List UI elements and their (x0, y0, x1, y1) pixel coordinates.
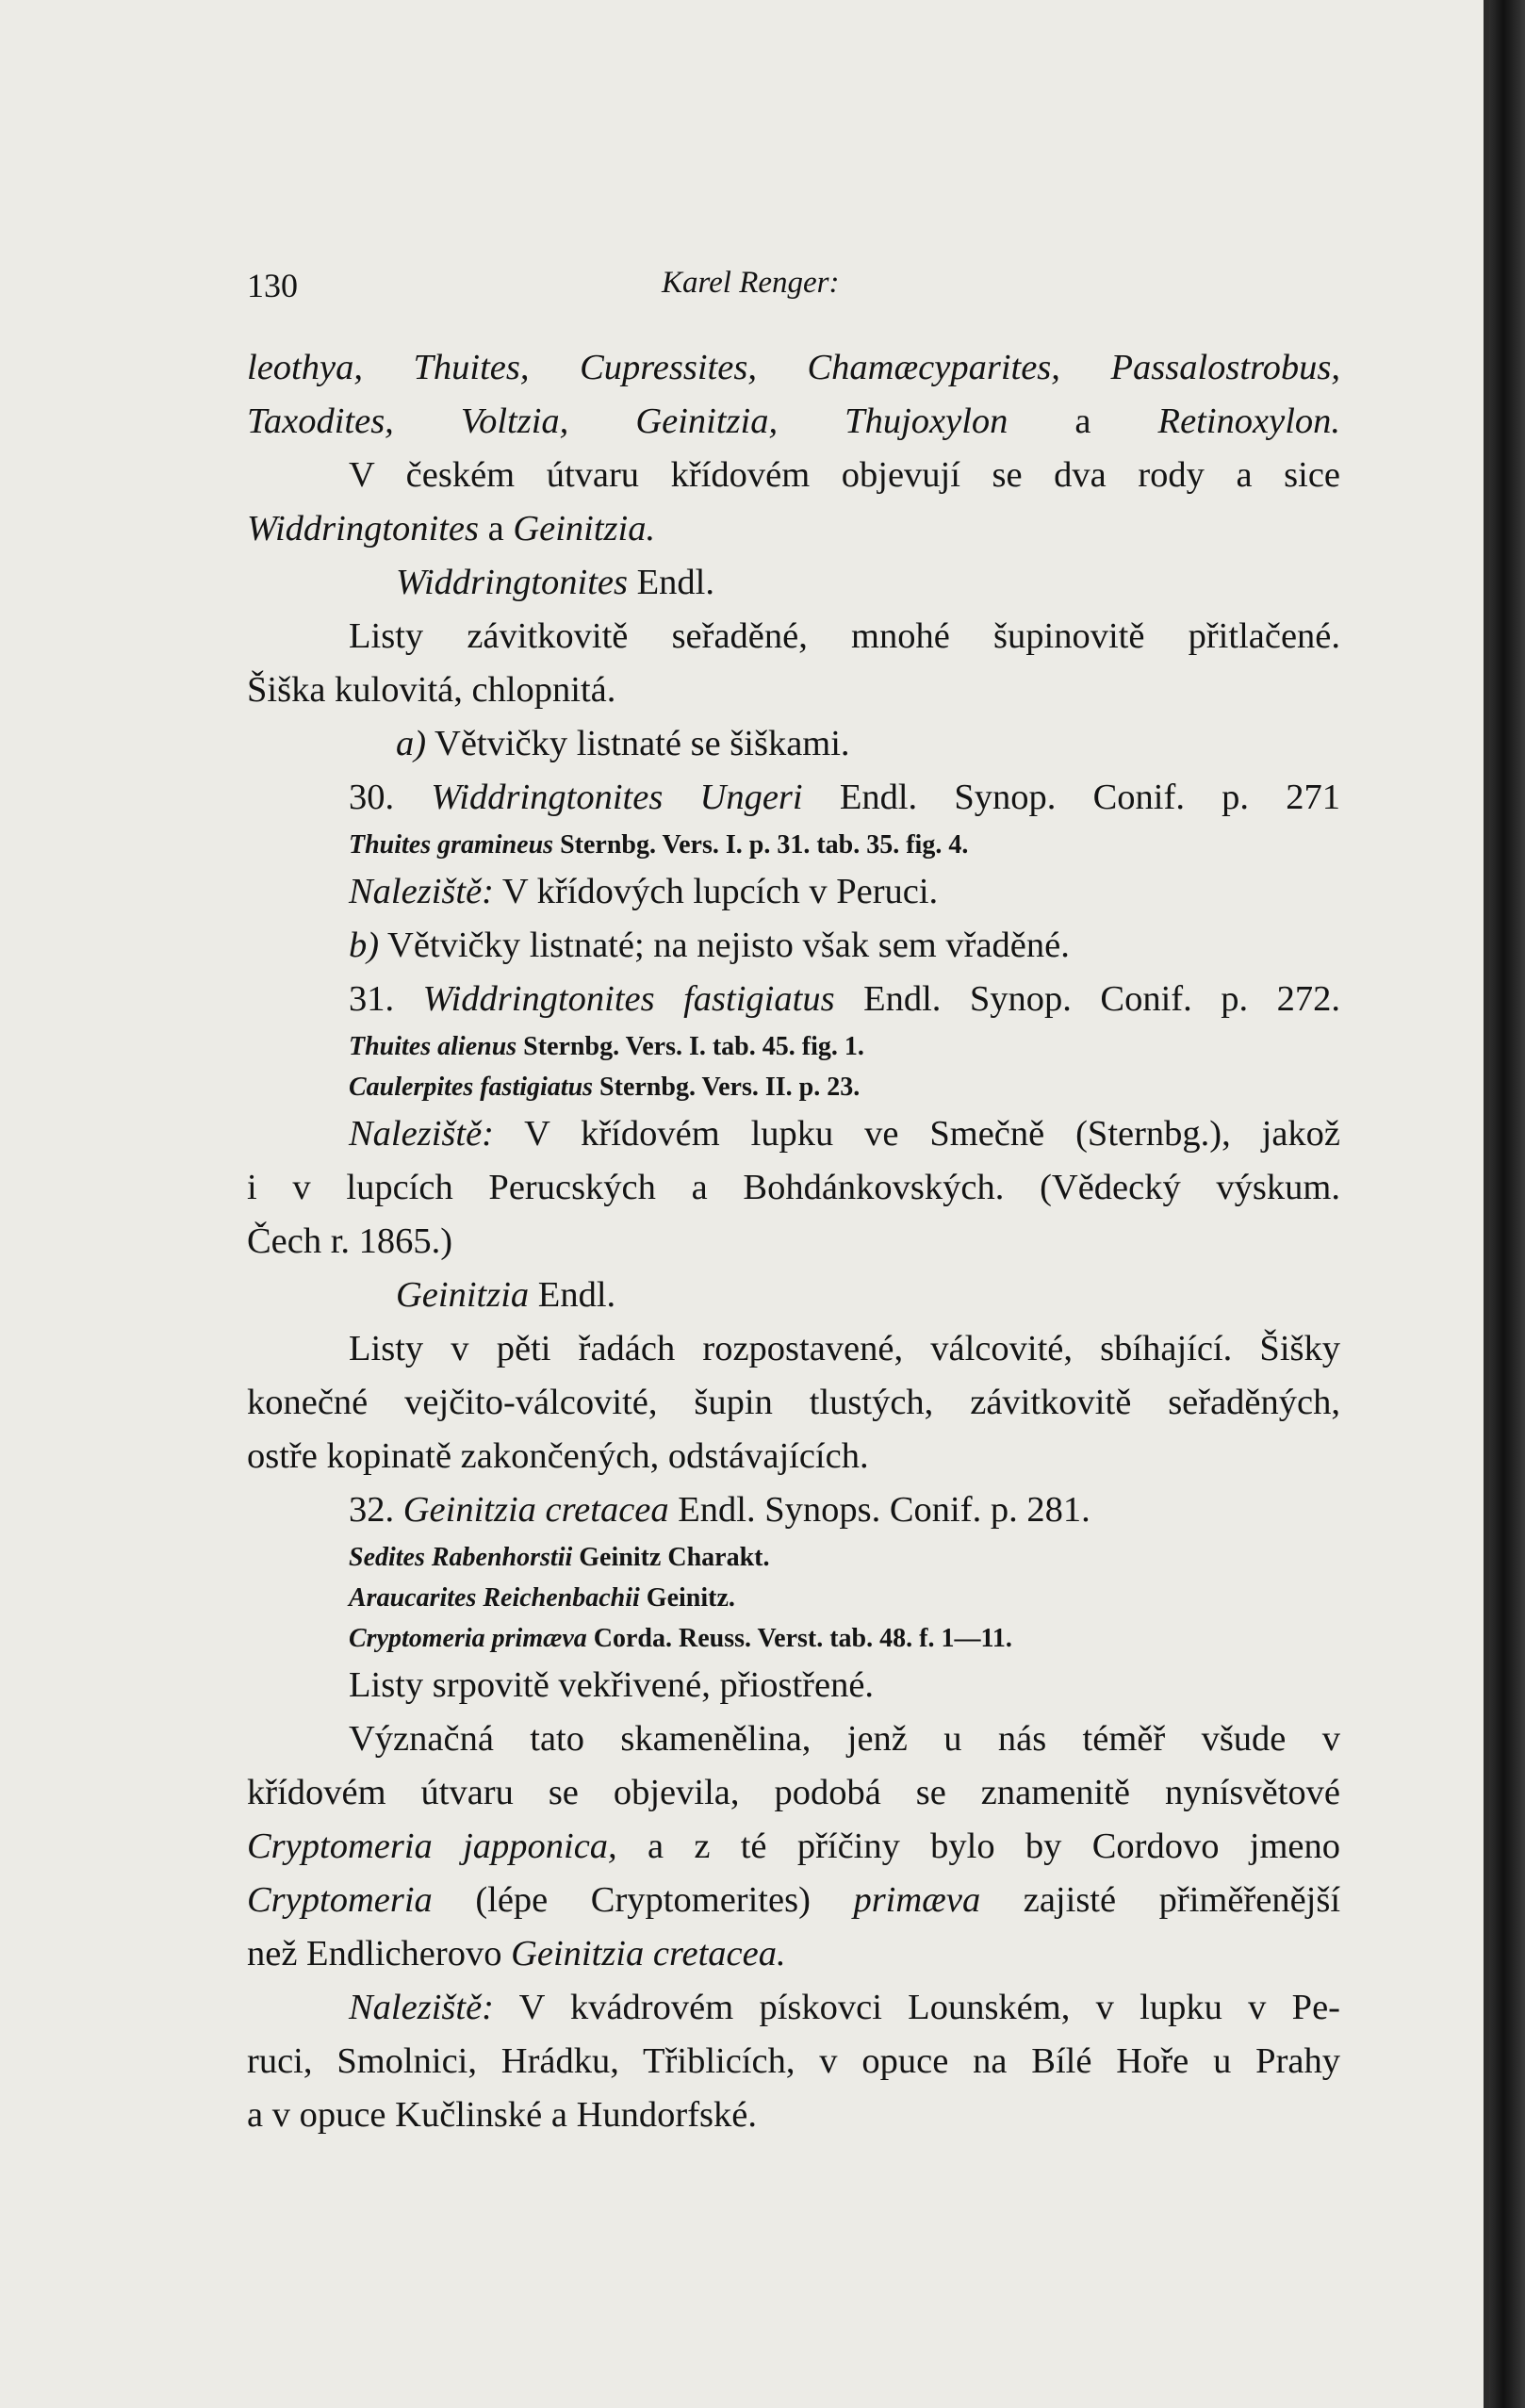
synonym-citation: Geinitz Charakt. (579, 1543, 770, 1572)
species-name: Widdringtonites Ungeri (431, 778, 803, 817)
genus-name: Voltzia, (460, 401, 569, 441)
locality-text: V kvádrovém pískovci Lounském, v lupku v Pe- (518, 1988, 1340, 2027)
text-line (247, 1820, 1340, 1874)
locality-text: V křídovém lupku ve Smečně (Sternbg.), jakož (524, 1114, 1340, 1154)
synonym-name: Cryptomeria primæva (349, 1624, 587, 1653)
author: Endl. (636, 563, 714, 602)
text-run: než Endlicherovo (247, 1934, 502, 1974)
text-line: a v opuce Kučlinské a Hundorfské. (247, 2095, 757, 2135)
genus-name: Thujoxylon (844, 401, 1008, 441)
running-head: Karel Renger: (662, 266, 840, 300)
species-number: 32. (349, 1490, 395, 1530)
synonym-line (247, 1067, 1340, 1107)
species-heading (247, 771, 1340, 825)
text-line (247, 341, 1340, 395)
synonym-line (247, 1026, 1340, 1067)
species-citation: Endl. Synop. Conif. p. 272. (863, 979, 1341, 1019)
text-line: i v lupcích Perucských a Bohdánkovských. (Vědecký výskum. (247, 1168, 1340, 1207)
page-body (247, 341, 1340, 2142)
synonym-citation: Sternbg. Vers. I. tab. 45. fig. 1. (523, 1032, 864, 1061)
text-line: konečné vejčito-válcovité, šupin tlustých, závitkovitě seřaděných, (247, 1383, 1340, 1422)
synonym-citation: Sternbg. Vers. I. p. 31. tab. 35. fig. 4. (560, 830, 969, 860)
text-run: zajisté přiměřenější (1023, 1880, 1341, 1920)
species-name: Widdringtonites fastigiatus (422, 979, 835, 1019)
genus-name: Chamæcyparites, (807, 348, 1060, 387)
locality-line (247, 1981, 1340, 2035)
text-line: Čech r. 1865.) (247, 1221, 453, 1261)
text-line: ruci, Smolnici, Hrádku, Třiblicích, v opuce na Bílé Hoře u Prahy (247, 2041, 1340, 2081)
genus-name: Geinitzia. (513, 509, 656, 549)
synonym-name: Araucarites Reichenbachii (349, 1583, 640, 1613)
genus-name: Passalostrobus, (1110, 348, 1340, 387)
synonym-citation: Sternbg. Vers. II. p. 23. (599, 1073, 861, 1102)
species-citation: Endl. Synops. Conif. p. 281. (678, 1490, 1090, 1530)
synonym-name: Caulerpites fastigiatus (349, 1073, 594, 1102)
text-line: Listy v pěti řadách rozpostavené, válcovité, sbíhající. Šišky (349, 1329, 1340, 1368)
genus-heading (247, 556, 1340, 610)
synonym-citation: Geinitz. (646, 1583, 735, 1613)
genus-title: Geinitzia (396, 1275, 530, 1315)
locality-label: Naleziště: (349, 1114, 494, 1154)
text-run: (lépe Cryptomerites) (475, 1880, 811, 1920)
text-line: Listy srpovitě vekřivené, přiostřené. (349, 1665, 875, 1705)
genus-name: Taxodites, (247, 401, 394, 441)
text-line (247, 502, 1340, 556)
genus-name: Retinoxylon. (1157, 401, 1341, 441)
genus-name: leothya, (247, 348, 363, 387)
species-name: Geinitzia cretacea. (511, 1934, 786, 1974)
species-citation: Endl. Synop. Conif. p. 271 (839, 778, 1340, 817)
species-name: Cryptomeria japponica, (247, 1826, 617, 1866)
species-heading (247, 973, 1340, 1026)
conjunction: a (487, 509, 504, 549)
genus-name: Cryptomeria (247, 1880, 433, 1920)
text-line: Význačná tato skamenělina, jenž u nás téměř všude v (349, 1719, 1340, 1759)
synonym-name: Sedites Rabenhorstii (349, 1543, 573, 1572)
genus-name: Thuites, (413, 348, 530, 387)
locality-label: Naleziště: (349, 1988, 494, 2027)
locality-line (247, 865, 1340, 919)
synonym-line (247, 1537, 1340, 1578)
text-line (247, 1874, 1340, 1927)
species-number: 30. (349, 778, 395, 817)
species-heading (247, 1483, 1340, 1537)
subsection-label: b) (349, 926, 380, 965)
conjunction: a (1074, 401, 1091, 441)
genus-name: Geinitzia, (635, 401, 779, 441)
locality-line (247, 1107, 1340, 1161)
text-line: Listy závitkovitě seřaděné, mnohé šupinovitě přitlačené. (349, 616, 1340, 656)
genus-title: Widdringtonites (396, 563, 628, 602)
synonym-line (247, 1578, 1340, 1618)
genus-name: Widdringtonites (247, 509, 479, 549)
text-line: ostře kopinatě zakončených, odstávajících. (247, 1436, 869, 1476)
species-number: 31. (349, 979, 395, 1019)
species-name: Geinitzia cretacea (402, 1490, 669, 1530)
text-line (247, 395, 1340, 449)
subsection-text: Větvičky listnaté se šiškami. (435, 724, 850, 763)
text-line: Šiška kulovitá, chlopnitá. (247, 670, 616, 710)
genus-heading (247, 1269, 1340, 1322)
page-number: 130 (247, 267, 298, 304)
synonym-name: Thuites alienus (349, 1032, 517, 1061)
subsection-heading (247, 717, 1340, 771)
synonym-name: Thuites gramineus (349, 830, 554, 860)
locality-text: V křídových lupcích v Peruci. (501, 872, 939, 911)
text-line (247, 1927, 1340, 1981)
book-binding-edge (1489, 0, 1525, 2408)
locality-label: Naleziště: (349, 872, 494, 911)
genus-name: Cupressites, (580, 348, 757, 387)
subsection-heading (247, 919, 1340, 973)
page-header (247, 266, 1340, 322)
species-epithet: primæva (853, 1880, 981, 1920)
synonym-line (247, 825, 1340, 865)
text-line: V českém útvaru křídovém objevují se dva rody a sice (349, 455, 1340, 495)
subsection-text: Větvičky listnaté; na nejisto však sem vřaděné. (387, 926, 1070, 965)
synonym-line (247, 1618, 1340, 1659)
subsection-label: a) (396, 724, 427, 763)
text-run: a z té příčiny bylo by Cordovo jmeno (647, 1826, 1340, 1866)
synonym-citation: Corda. Reuss. Verst. tab. 48. f. 1—11. (593, 1624, 1012, 1653)
author: Endl. (537, 1275, 616, 1315)
text-line: křídovém útvaru se objevila, podobá se znamenitě nynísvětové (247, 1773, 1340, 1812)
